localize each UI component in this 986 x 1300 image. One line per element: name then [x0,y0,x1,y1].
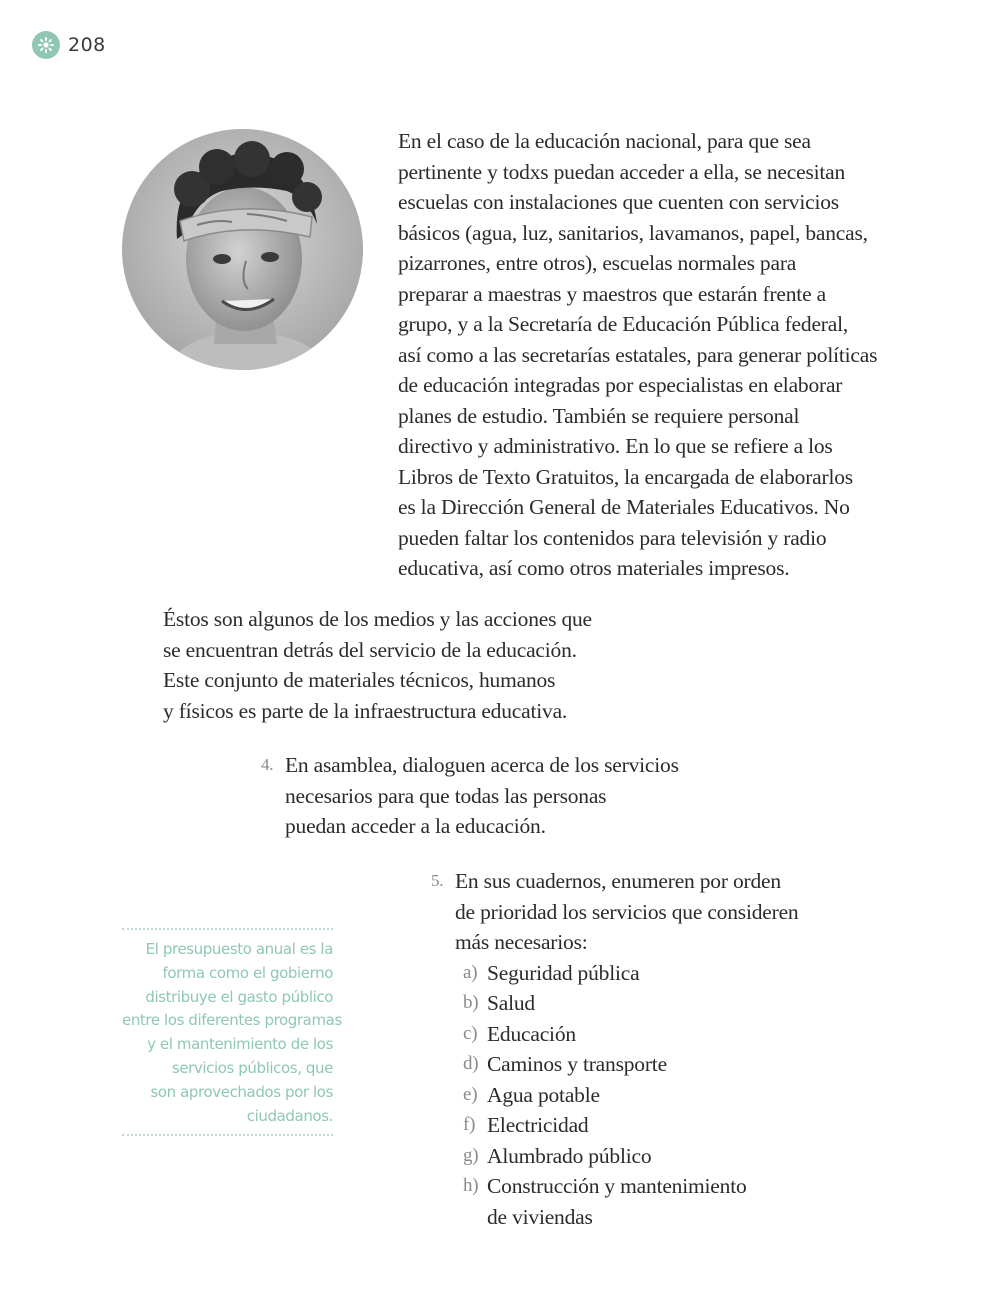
main-paragraph-line: es la Dirección General de Materiales Educativos. No [398,495,850,519]
sidenote-line: entre los diferentes programas [122,1011,342,1030]
list-item [455,1019,798,1050]
sidenote-line: y el mantenimiento de los [147,1035,333,1054]
list-text: Alumbrado público [487,1143,652,1168]
main-paragraph-line: escuelas con instalaciones que cuenten con servicios [398,190,839,214]
list-item [455,988,798,1019]
list-letter: c) [463,1022,478,1044]
sidenote-line: El presupuesto anual es la [145,940,333,958]
activity-number: 5. [431,871,444,890]
list-text-continuation: de viviendas [487,1204,593,1229]
list-letter: d) [463,1053,479,1074]
main-paragraph-line: directivo y administrativo. En lo que se refiere a los [398,434,833,458]
list-item [455,1110,798,1141]
main-paragraph-line: pueden faltar los contenidos para televisión y radio [398,525,827,550]
list-letter: a) [463,961,478,983]
main-paragraph-line: pertinente y todxs puedan acceder a ella, se necesitan [398,159,846,184]
sidenote-line: distribuye el gasto público [145,987,333,1006]
services-list [455,958,798,1233]
main-paragraph-line: educativa, así como otros materiales impresos. [398,556,790,580]
list-text: Educación [487,1021,576,1046]
main-paragraph-line: así como a las secretarías estatales, para generar políticas [398,342,878,367]
list-letter: g) [463,1144,479,1166]
second-paragraph [163,604,633,726]
second-paragraph-line: Este conjunto de materiales técnicos, humanos [163,668,556,692]
list-letter: h) [463,1175,479,1196]
budget-sidenote [122,928,342,1136]
activity-4 [261,750,679,842]
list-text: Construcción y mantenimiento [487,1174,747,1198]
activity-line: puedan acceder a la educación. [285,814,546,838]
sidenote-line: ciudadanos. [246,1106,333,1125]
list-text: Seguridad pública [487,960,640,985]
list-item [455,1080,798,1111]
second-paragraph-line: se encuentran detrás del servicio de la educación. [163,637,577,662]
list-item [455,958,798,989]
main-paragraph-line: de educación integradas por especialistas en elaborar [398,373,843,397]
activity-line: necesarios para que todas las personas [285,783,607,808]
list-item [455,1141,798,1172]
main-paragraph-line: básicos (agua, luz, sanitarios, lavamanos, papel, bancas, [398,220,868,245]
list-text: Agua potable [487,1082,600,1107]
student-portrait [122,129,363,370]
activity-5 [431,866,799,1232]
sidenote-line: son aprovechados por los [150,1082,333,1101]
main-paragraph-line: Libros de Texto Gratuitos, la encargada de elaborarlos [398,464,853,489]
sidenote-text [122,938,342,1128]
main-paragraph-line: planes de estudio. También se requiere personal [398,403,800,428]
sidenote-line: forma como el gobierno [162,963,333,982]
list-text: Caminos y transporte [487,1052,667,1076]
sidenote-line: servicios públicos, que [171,1058,333,1077]
list-letter: f) [463,1114,476,1135]
gear-flower-icon [32,31,60,59]
list-text: Salud [487,991,535,1015]
main-paragraph [398,126,898,584]
second-paragraph-line: Éstos son algunos de los medios y las acciones que [163,607,592,631]
page-header [32,31,106,59]
activity-line: más necesarios: [455,930,588,954]
page-number: 208 [68,34,106,56]
main-paragraph-line: grupo, y a la Secretaría de Educación Pública federal, [398,312,849,336]
second-paragraph-line: y físicos es parte de la infraestructura educativa. [163,698,568,723]
list-text: Electricidad [487,1113,589,1137]
activity-line: En asamblea, dialoguen acerca de los servicios [285,753,679,777]
activity-line: de prioridad los servicios que consideren [455,899,799,924]
list-item [455,1171,798,1232]
list-letter: e) [463,1083,478,1105]
activity-line: En sus cuadernos, enumeren por orden [455,869,781,893]
activity-number: 4. [261,755,274,774]
list-item [455,1049,798,1080]
main-paragraph-line: En el caso de la educación nacional, para que sea [398,129,811,153]
main-paragraph-line: pizarrones, entre otros), escuelas normales para [398,251,797,275]
list-letter: b) [463,992,479,1013]
main-paragraph-line: preparar a maestras y maestros que estarán frente a [398,281,826,306]
